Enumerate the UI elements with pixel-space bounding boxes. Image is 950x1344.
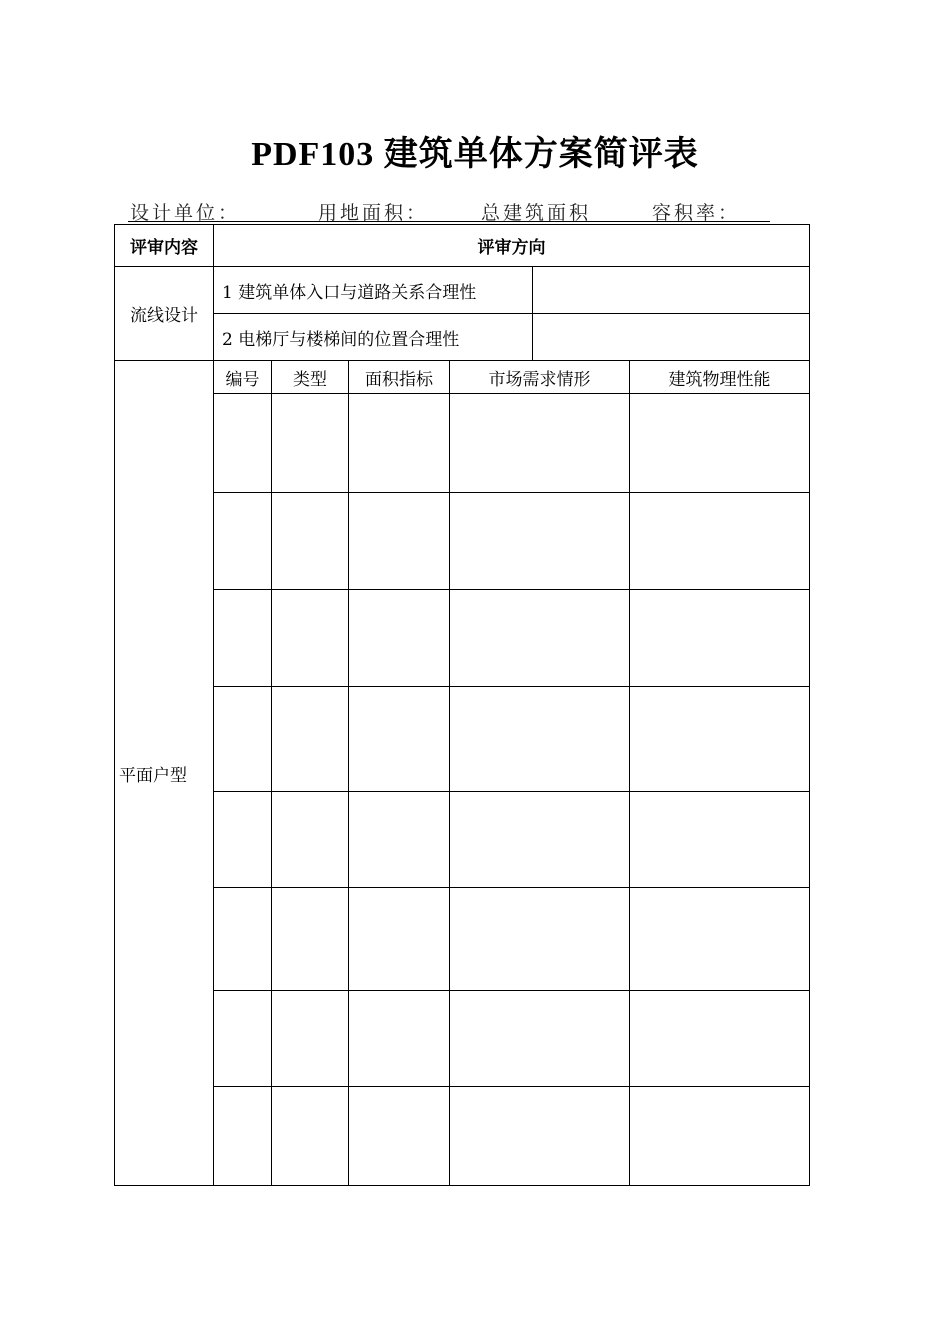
header-content: 评审内容 [115, 225, 214, 267]
cell-market[interactable] [450, 792, 630, 888]
cell-type[interactable] [272, 991, 349, 1087]
flow-design-label: 流线设计 [115, 267, 214, 361]
cell-market[interactable] [450, 888, 630, 991]
page-title: PDF103 建筑单体方案简评表 [251, 136, 699, 173]
col-type: 类型 [272, 361, 349, 394]
cell-area[interactable] [349, 687, 450, 792]
cell-number[interactable] [214, 792, 272, 888]
table-row [115, 394, 810, 493]
cell-number[interactable] [214, 1087, 272, 1186]
flow-item-2-value[interactable] [533, 314, 810, 361]
cell-performance[interactable] [630, 888, 810, 991]
cell-performance[interactable] [630, 1087, 810, 1186]
cell-market[interactable] [450, 687, 630, 792]
cell-performance[interactable] [630, 493, 810, 590]
flow-item-1: 1 建筑单体入口与道路关系合理性 [214, 267, 533, 314]
review-table [114, 224, 810, 1186]
cell-area[interactable] [349, 792, 450, 888]
cell-number[interactable] [214, 493, 272, 590]
cell-number[interactable] [214, 687, 272, 792]
cell-type[interactable] [272, 1087, 349, 1186]
cell-performance[interactable] [630, 590, 810, 687]
table-row [115, 687, 810, 792]
col-area-index: 面积指标 [349, 361, 450, 394]
cell-number[interactable] [214, 590, 272, 687]
cell-area[interactable] [349, 888, 450, 991]
cell-type[interactable] [272, 394, 349, 493]
cell-type[interactable] [272, 888, 349, 991]
table-row [115, 792, 810, 888]
cell-type[interactable] [272, 792, 349, 888]
cell-performance[interactable] [630, 991, 810, 1087]
flow-row-2 [115, 314, 810, 361]
table-row [115, 1087, 810, 1186]
cell-market[interactable] [450, 590, 630, 687]
cell-type[interactable] [272, 590, 349, 687]
info-underline [128, 221, 770, 222]
cell-number[interactable] [214, 394, 272, 493]
cell-number[interactable] [214, 991, 272, 1087]
flow-item-1-value[interactable] [533, 267, 810, 314]
table-row [115, 991, 810, 1087]
col-market-demand: 市场需求情形 [450, 361, 630, 394]
table-row [115, 493, 810, 590]
header-row [115, 225, 810, 267]
cell-area[interactable] [349, 394, 450, 493]
cell-performance[interactable] [630, 687, 810, 792]
cell-type[interactable] [272, 493, 349, 590]
cell-area[interactable] [349, 590, 450, 687]
col-number: 编号 [214, 361, 272, 394]
cell-area[interactable] [349, 493, 450, 590]
plan-header-row [115, 361, 810, 394]
cell-area[interactable] [349, 1087, 450, 1186]
plot-ratio-label: 容积率： [652, 202, 741, 224]
cell-market[interactable] [450, 493, 630, 590]
cell-area[interactable] [349, 991, 450, 1087]
cell-market[interactable] [450, 394, 630, 493]
cell-performance[interactable] [630, 394, 810, 493]
flow-item-2: 2 电梯厅与楼梯间的位置合理性 [214, 314, 533, 361]
cell-market[interactable] [450, 1087, 630, 1186]
header-direction: 评审方向 [214, 225, 810, 267]
table-row [115, 590, 810, 687]
cell-performance[interactable] [630, 792, 810, 888]
table-row [115, 888, 810, 991]
land-area-label: 用地面积： [318, 202, 429, 224]
total-floor-area-label: 总建筑面积 [481, 202, 592, 224]
col-physical-performance: 建筑物理性能 [630, 361, 810, 394]
cell-type[interactable] [272, 687, 349, 792]
cell-market[interactable] [450, 991, 630, 1087]
flow-row-1 [115, 267, 810, 314]
plan-layout-label: 平面户型 [115, 361, 214, 1186]
cell-number[interactable] [214, 888, 272, 991]
design-unit-label: 设计单位： [130, 202, 241, 224]
